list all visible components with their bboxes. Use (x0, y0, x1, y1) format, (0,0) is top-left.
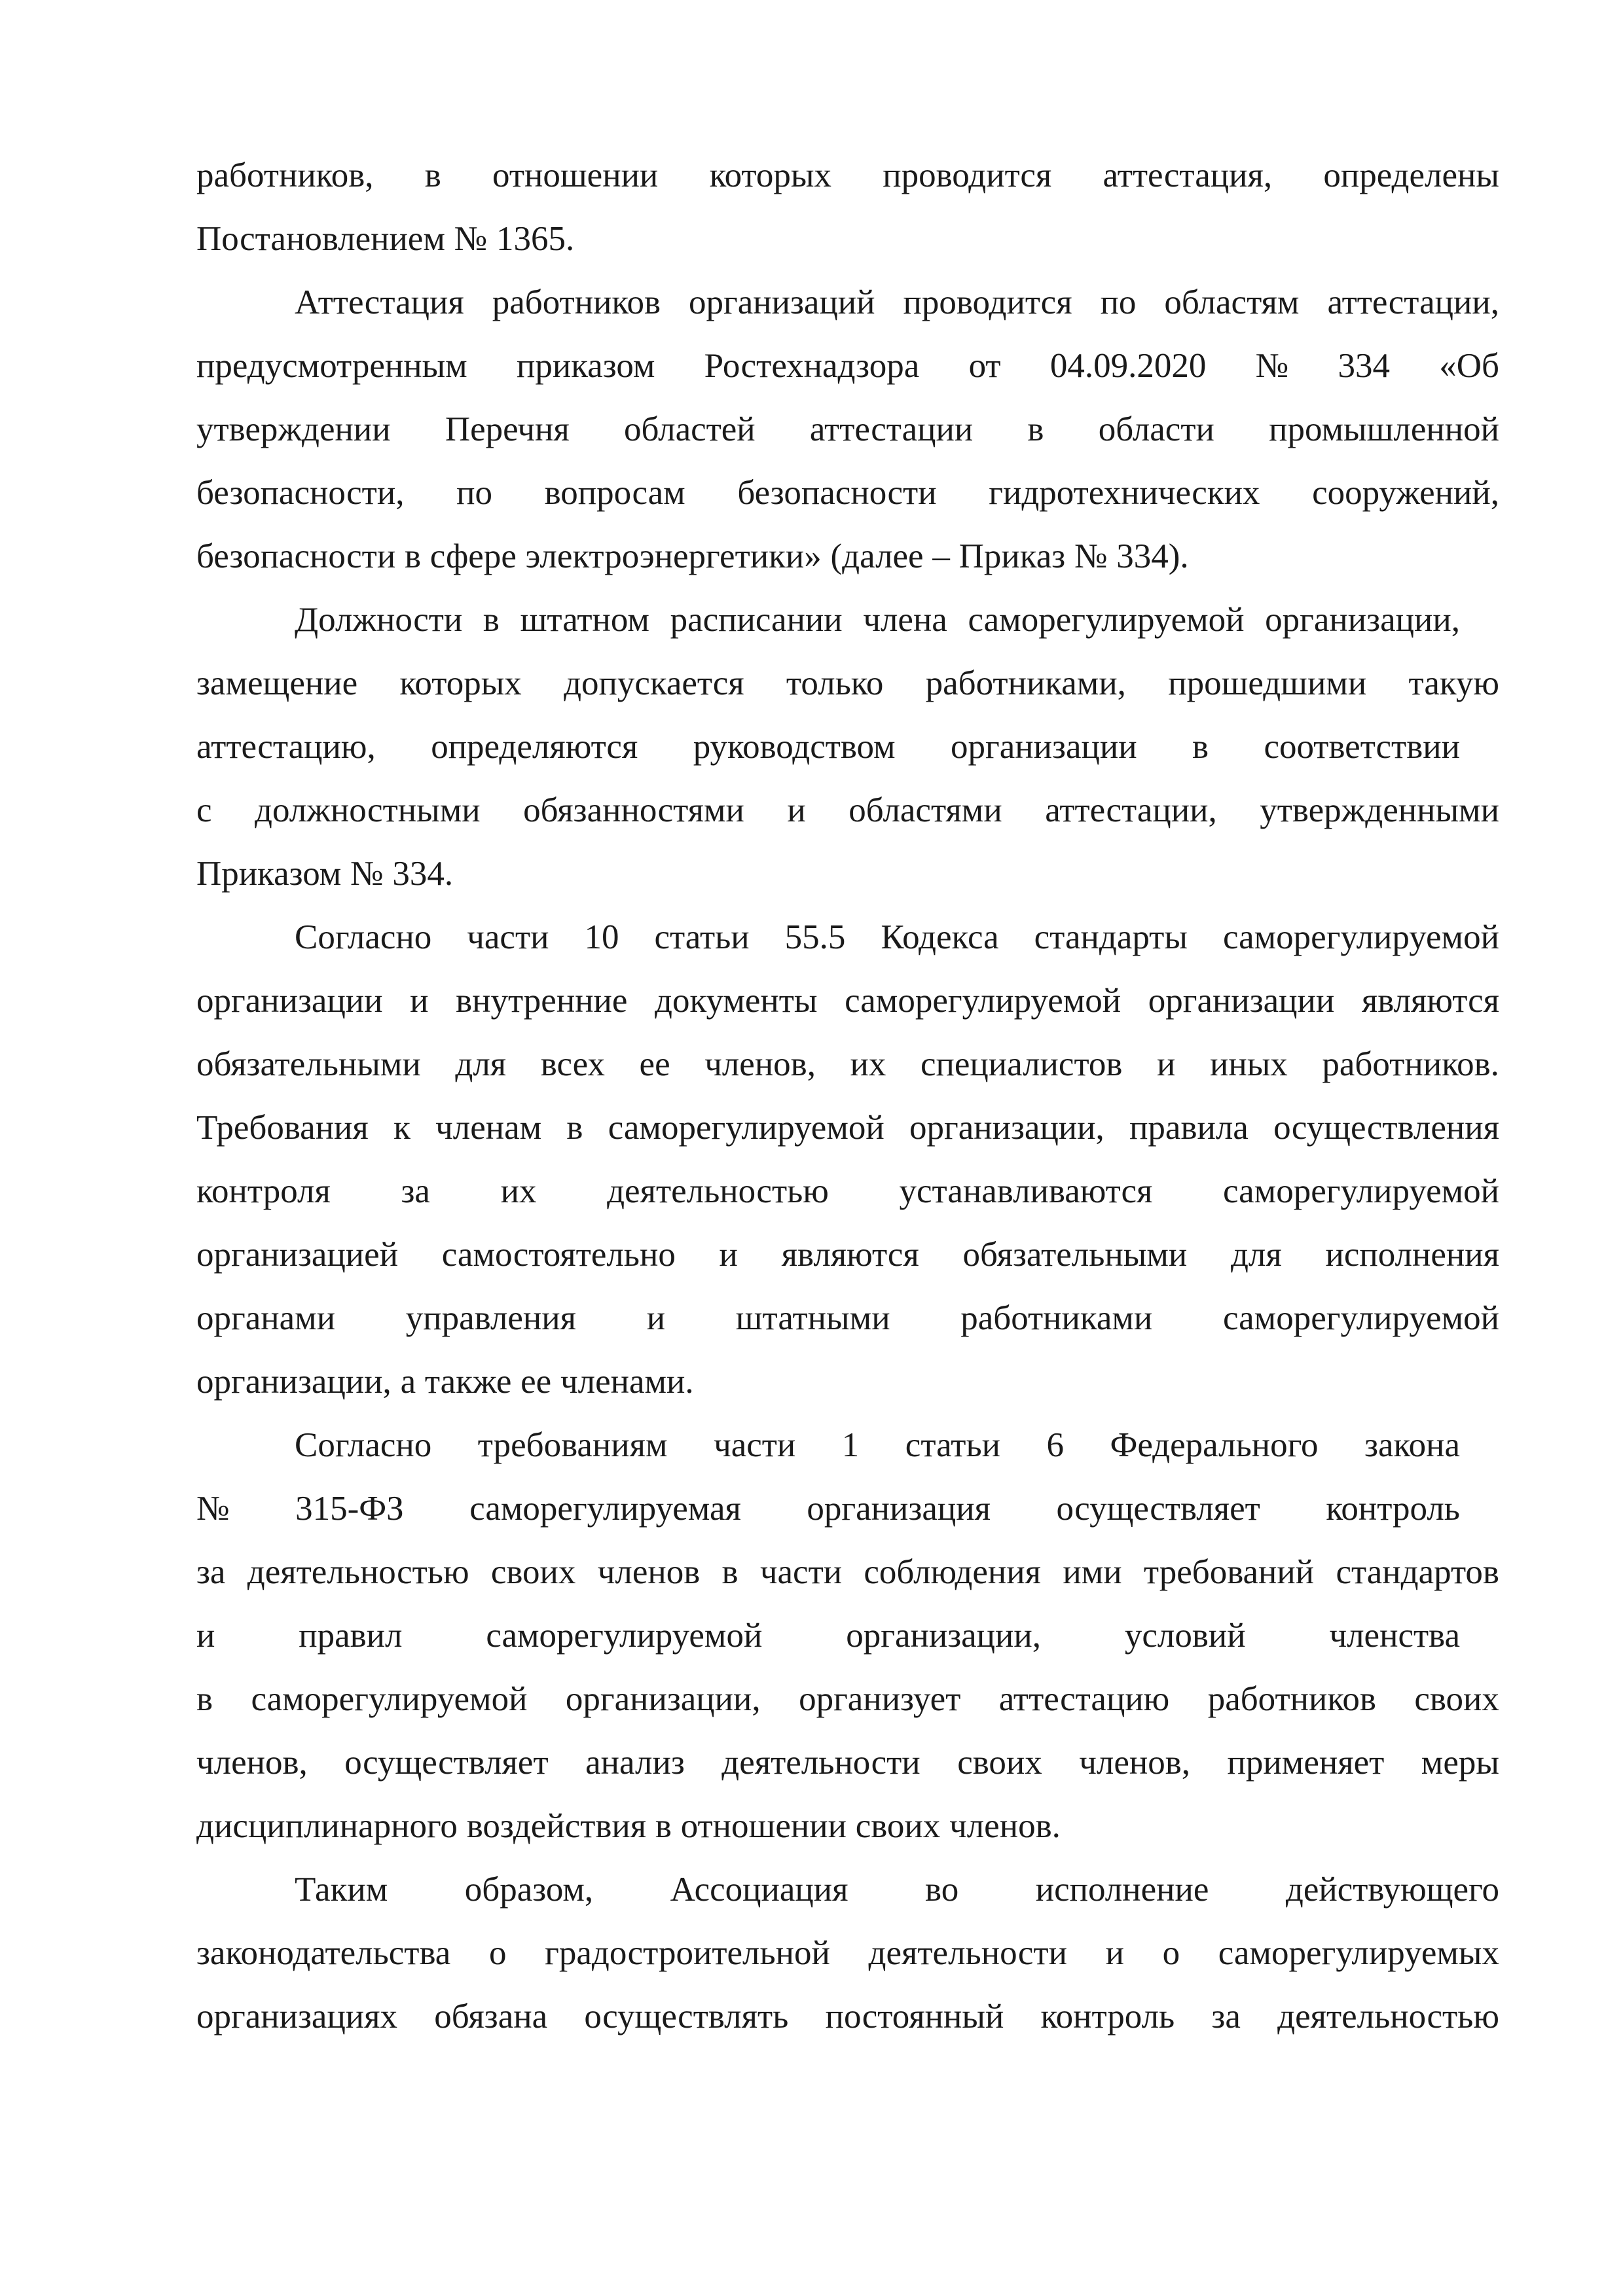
word: ее (639, 1045, 670, 1083)
word: деятельностью (1277, 1998, 1499, 2036)
word: деятельностью (247, 1553, 469, 1591)
word: и (1105, 1934, 1124, 1972)
text-line (196, 1160, 1499, 1223)
word: и (719, 1236, 738, 1274)
word: 1 (841, 1426, 860, 1464)
word: управления (405, 1299, 577, 1337)
word: организаций (689, 283, 875, 321)
text-line (196, 1922, 1499, 1985)
word: областей (623, 410, 756, 448)
word: членов (597, 1553, 701, 1591)
word: в (1192, 728, 1209, 766)
text-line (196, 1096, 1499, 1160)
word: № (196, 1490, 230, 1528)
word: обязательными (962, 1236, 1188, 1274)
word: стандартов (1336, 1553, 1499, 1591)
word: замещение (196, 664, 358, 702)
word: в (566, 1109, 583, 1147)
word: за (196, 1553, 226, 1591)
word: их (500, 1172, 537, 1210)
word: во (925, 1871, 959, 1909)
word: в (196, 1680, 213, 1718)
word: аттестацию (998, 1680, 1170, 1718)
word: Таким (295, 1871, 388, 1909)
word: по (456, 474, 492, 512)
word: работниками, (925, 664, 1126, 702)
word: обязана (434, 1998, 548, 2036)
word: – (932, 537, 950, 575)
word: части (759, 1553, 843, 1591)
word: Федерального (1110, 1426, 1319, 1464)
text-line (196, 652, 1499, 715)
word: действующего (1285, 1871, 1499, 1909)
word: Аттестация (295, 283, 464, 321)
word: саморегулируемых (1218, 1934, 1499, 1972)
text-line (196, 144, 1499, 207)
word: требованиям (477, 1426, 668, 1464)
word: образом, (464, 1871, 594, 1909)
word: осуществляет (344, 1744, 549, 1782)
text-line (196, 1604, 1499, 1668)
word: правил (299, 1617, 403, 1655)
word: организации (1148, 982, 1335, 1020)
word: ими (1063, 1553, 1122, 1591)
word: Должности (295, 601, 463, 639)
word: организация (807, 1490, 991, 1528)
word: Согласно (295, 1426, 432, 1464)
word: и (787, 791, 806, 829)
text-line (196, 715, 1499, 779)
word: осуществляет (1056, 1490, 1260, 1528)
word: штатном (520, 601, 649, 639)
word: организует (799, 1680, 961, 1718)
word: самостоятельно (441, 1236, 676, 1274)
word: градостроительной (545, 1934, 830, 1972)
word: проводится (903, 283, 1072, 321)
word: и (646, 1299, 666, 1337)
word: для (455, 1045, 507, 1083)
word: 6 (1046, 1426, 1064, 1464)
word: № (1074, 537, 1108, 575)
word: Приказ (958, 537, 1066, 575)
word: контроля (196, 1172, 331, 1210)
word: и (196, 1617, 215, 1655)
text-line (196, 1795, 1499, 1858)
word: в (1027, 410, 1044, 448)
word: устанавливаются (899, 1172, 1153, 1210)
word: работниками (960, 1299, 1153, 1337)
word: 315-ФЗ (295, 1490, 404, 1528)
word: и (410, 982, 429, 1020)
word: саморегулируемой (1222, 1172, 1499, 1210)
text-line (196, 1414, 1499, 1477)
word: 334. (392, 855, 454, 893)
word: такую (1408, 664, 1499, 702)
text-line (196, 525, 1499, 588)
word: применяет (1227, 1744, 1385, 1782)
word: Приказом (196, 855, 342, 893)
text-line (196, 1668, 1499, 1731)
word: части (467, 918, 549, 956)
word: аттестацию, (196, 728, 376, 766)
word: организации, (196, 1363, 392, 1401)
word: иных (1209, 1045, 1288, 1083)
word: анализ (585, 1744, 685, 1782)
word: Согласно (295, 918, 432, 956)
word: органами (196, 1299, 336, 1337)
word: члена (863, 601, 947, 639)
word: промышленной (1269, 410, 1499, 448)
word: расписании (670, 601, 843, 639)
word: саморегулируемой (608, 1109, 884, 1147)
word: вопросам (544, 474, 685, 512)
text-line (196, 779, 1499, 842)
word: аттестации, (1327, 283, 1499, 321)
word: областям (1164, 283, 1300, 321)
word: к (393, 1109, 410, 1147)
word: соответствии (1264, 728, 1460, 766)
word: Ростехнадзора (704, 347, 920, 385)
word: 55.5 (784, 918, 846, 956)
word: которых (399, 664, 522, 702)
word: Кодекса (881, 918, 999, 956)
text-line (196, 398, 1499, 461)
word: руководством (693, 728, 896, 766)
word: 334 (1338, 347, 1390, 385)
word: области (1098, 410, 1214, 448)
word: для (1230, 1236, 1282, 1274)
word: саморегулируемой (486, 1617, 763, 1655)
text-line (196, 207, 1499, 271)
word: условий (1124, 1617, 1246, 1655)
word: дисциплинарного (196, 1807, 458, 1845)
word: № (1255, 347, 1289, 385)
word: также (424, 1363, 512, 1401)
word: саморегулируемой (845, 982, 1122, 1020)
text-line (196, 1541, 1499, 1604)
word: являются (781, 1236, 919, 1274)
word: прошедшими (1168, 664, 1367, 702)
paragraph-federal-law-315 (196, 1414, 1499, 1858)
word: являются (1361, 982, 1499, 1020)
word: только (786, 664, 884, 702)
word: членами. (560, 1363, 694, 1401)
word: о (488, 1934, 507, 1972)
word: 1365. (496, 220, 575, 258)
word: допускается (564, 664, 744, 702)
word: 10 (584, 918, 619, 956)
word: статьи (905, 1426, 1000, 1464)
word: работников, (196, 156, 374, 194)
word: организации (951, 728, 1137, 766)
word: своих (490, 1553, 576, 1591)
word: организации (196, 982, 383, 1020)
word: определены (1323, 156, 1499, 194)
word: их (850, 1045, 886, 1083)
text-line (196, 1287, 1499, 1350)
word: меры (1421, 1744, 1499, 1782)
word: о (1162, 1934, 1180, 1972)
word: организации, (1265, 601, 1460, 639)
word: работников (1207, 1680, 1376, 1718)
word: Перечня (445, 410, 570, 448)
word: саморегулируемой (251, 1680, 528, 1718)
word: воздействия (466, 1807, 647, 1845)
word: осуществлять (584, 1998, 789, 2036)
word: с (196, 791, 212, 829)
word: утверждении (196, 410, 391, 448)
word: проводится (883, 156, 1052, 194)
word: отношении (680, 1807, 847, 1845)
word: ее (520, 1363, 552, 1401)
word: № (350, 855, 384, 893)
word: за (401, 1172, 430, 1210)
text-line (196, 334, 1499, 398)
word: гидротехнических (989, 474, 1260, 512)
word: статьи (654, 918, 750, 956)
text-line (196, 906, 1499, 969)
word: отношении (492, 156, 659, 194)
word: организации, (846, 1617, 1041, 1655)
word: Постановлением (196, 220, 445, 258)
word: в (655, 1807, 672, 1845)
word: членам (435, 1109, 542, 1147)
word: утвержденными (1260, 791, 1499, 829)
word: обязанностями (523, 791, 744, 829)
word: постоянный (825, 1998, 1004, 2036)
word: работников. (1322, 1045, 1499, 1083)
word: исполнение (1035, 1871, 1209, 1909)
word: № (454, 220, 488, 258)
paragraph-positions (196, 588, 1499, 906)
word: организации, (909, 1109, 1104, 1147)
word: по (1100, 283, 1137, 321)
word: аттестация, (1103, 156, 1273, 194)
word: определяются (431, 728, 638, 766)
word: членов. (949, 1807, 1061, 1845)
word: своих (855, 1807, 941, 1845)
text-line (196, 969, 1499, 1033)
text-line (196, 1033, 1499, 1096)
word: работников (492, 283, 661, 321)
word: аттестации, (1045, 791, 1217, 829)
word: которых (709, 156, 831, 194)
word: контроль (1326, 1490, 1460, 1528)
word: безопасности (196, 537, 396, 575)
body-text (196, 144, 1499, 2049)
word: соблюдения (864, 1553, 1042, 1591)
word: членов, (704, 1045, 816, 1083)
word: исполнения (1325, 1236, 1499, 1274)
word: своих (1414, 1680, 1499, 1718)
word: части (714, 1426, 796, 1464)
word: предусмотренным (196, 347, 467, 385)
word: а (400, 1363, 416, 1401)
word: должностными (255, 791, 481, 829)
word: организациях (196, 1998, 398, 2036)
word: саморегулируемой (1222, 918, 1499, 956)
text-line (196, 271, 1499, 334)
word: безопасности, (196, 474, 405, 512)
word: специалистов (920, 1045, 1123, 1083)
text-line (196, 1223, 1499, 1287)
word: электроэнергетики» (525, 537, 822, 575)
word: 334). (1116, 537, 1189, 575)
word: аттестации (809, 410, 974, 448)
word: в (721, 1553, 739, 1591)
text-line (196, 1858, 1499, 1922)
word: в (483, 601, 500, 639)
word: членства (1329, 1617, 1460, 1655)
word: за (1211, 1998, 1241, 2036)
word: законодательства (196, 1934, 451, 1972)
word: приказом (517, 347, 655, 385)
word: безопасности (737, 474, 937, 512)
text-line (196, 1350, 1499, 1414)
paragraph-attestation-areas (196, 271, 1499, 588)
word: стандарты (1034, 918, 1188, 956)
word: областями (848, 791, 1002, 829)
text-line (196, 1477, 1499, 1541)
word: Требования (196, 1109, 369, 1147)
word: деятельности (721, 1744, 921, 1782)
text-line (196, 842, 1499, 906)
word: в (424, 156, 441, 194)
word: от (968, 347, 1001, 385)
text-line (196, 1985, 1499, 2049)
word: саморегулируемой (968, 601, 1245, 639)
word: членов, (196, 1744, 308, 1782)
word: контроль (1040, 1998, 1175, 2036)
word: штатными (735, 1299, 890, 1337)
word: саморегулируемая (469, 1490, 741, 1528)
paragraph-continuation-1365 (196, 144, 1499, 271)
word: закона (1364, 1426, 1460, 1464)
word: всех (540, 1045, 605, 1083)
word: сфере (429, 537, 517, 575)
paragraph-conclusion (196, 1858, 1499, 2049)
word: (далее (830, 537, 924, 575)
word: деятельности (868, 1934, 1067, 1972)
word: в (404, 537, 422, 575)
word: сооружений, (1312, 474, 1499, 512)
word: Ассоциация (670, 1871, 848, 1909)
paragraph-part-10-article-55-5 (196, 906, 1499, 1414)
word: саморегулируемой (1222, 1299, 1499, 1337)
word: организацией (196, 1236, 399, 1274)
word: правила (1129, 1109, 1249, 1147)
word: «Об (1439, 347, 1499, 385)
word: 04.09.2020 (1049, 347, 1207, 385)
word: организации, (565, 1680, 761, 1718)
word: деятельностью (607, 1172, 829, 1210)
text-line (196, 461, 1499, 525)
word: членов, (1079, 1744, 1191, 1782)
word: и (1157, 1045, 1176, 1083)
word: требований (1143, 1553, 1315, 1591)
word: осуществления (1273, 1109, 1499, 1147)
text-line (196, 1731, 1499, 1795)
word: документы (655, 982, 818, 1020)
word: своих (957, 1744, 1042, 1782)
text-line (196, 588, 1499, 652)
word: внутренние (456, 982, 628, 1020)
word: обязательными (196, 1045, 421, 1083)
